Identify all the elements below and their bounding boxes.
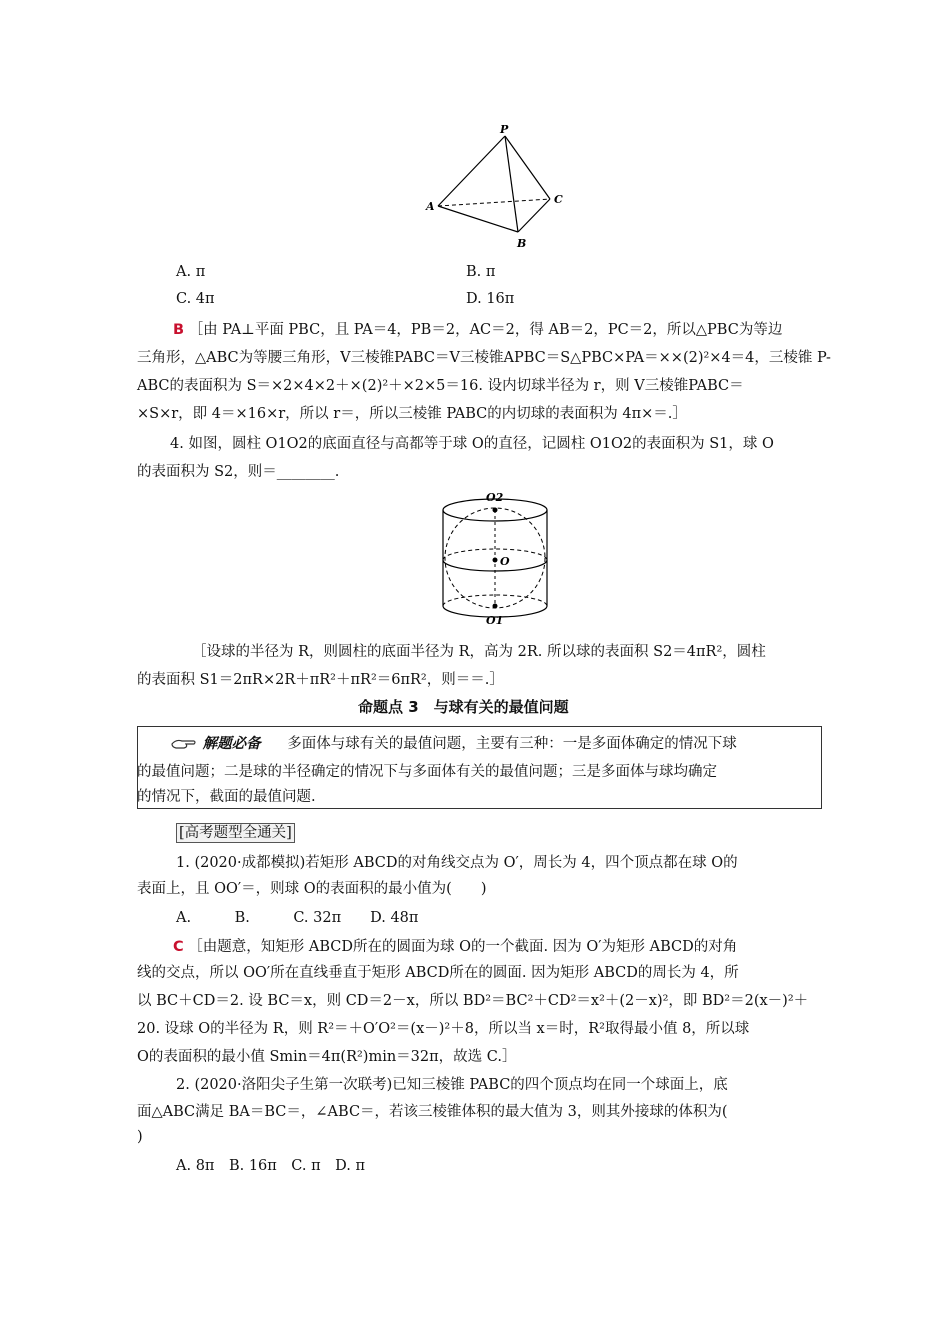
label-o2: O2 bbox=[486, 491, 504, 504]
q3-solution-line-2: 三角形，△ABC为等腰三角形，V三棱锥PABC＝V三棱锥APBC＝S△PBC×PA＝××(2)²×4＝4，三棱锥 P- bbox=[137, 350, 831, 366]
p1-solution-line-3: 以 BC＋CD＝2. 设 BC＝x，则 CD＝2－x，所以 BD²＝BC²＋CD²＝x²＋(2－x)²，即 BD²＝2(x－)²＋ bbox=[137, 993, 809, 1009]
q3-option-b: B. π bbox=[466, 264, 496, 280]
q4-solution-line-2: 的表面积 S1＝2πR×2R＋πR²＋πR²＝6πR²，则＝＝.］ bbox=[137, 672, 504, 688]
p2-stem-line-2: 面△ABC满足 BA＝BC＝，∠ABC＝，若该三棱锥体积的最大值为 3，则其外接球的体积为( bbox=[137, 1104, 728, 1120]
q4-stem-line-1: 4. 如图，圆柱 O1O2的底面直径与高都等于球 O的直径，记圆柱 O1O2的表面积为 S1，球 O bbox=[170, 436, 774, 452]
q3-solution-line-3: ABC的表面积为 S＝×2×4×2＋×(2)²＋×2×5＝16. 设内切球半径为 r，则 V三棱锥PABC＝ bbox=[137, 378, 744, 394]
p2-stem-line-3: ) bbox=[137, 1129, 143, 1145]
p1-stem-line-1: 1. (2020·成都模拟)若矩形 ABCD的对角线交点为 O′，周长为 4，四个顶点都在球 O的 bbox=[176, 855, 738, 871]
label-p: P bbox=[500, 123, 509, 136]
q3-option-a: A. π bbox=[176, 264, 206, 280]
p1-solution-line-1 bbox=[173, 937, 737, 957]
p1-stem-line-2: 表面上，且 OO′＝，则球 O的表面积的最小值为( ) bbox=[137, 881, 487, 897]
key-points-text-1: 多面体与球有关的最值问题，主要有三种：一是多面体确定的情况下球 bbox=[287, 736, 737, 752]
q3-solution-line-1 bbox=[173, 320, 782, 340]
p1-answer-letter: C bbox=[173, 939, 184, 955]
p1-options: A. B. C. 32π D. 48π bbox=[176, 910, 419, 926]
label-c: C bbox=[554, 193, 563, 206]
key-points-line-3: 的情况下，截面的最值问题. bbox=[137, 789, 316, 805]
key-points-line-2: 的最值问题；二是球的半径确定的情况下与多面体有关的最值问题；三是多面体与球均确定 bbox=[137, 764, 717, 780]
p1-solution-line-4: 20. 设球 O的半径为 R，则 R²＝＋O′O²＝(x－)²＋8，所以当 x＝时，R²取得最小值 8，所以球 bbox=[137, 1021, 750, 1037]
q3-answer-letter: B bbox=[173, 322, 185, 338]
q4-solution-line-1: ［设球的半径为 R，则圆柱的底面半径为 R，高为 2R. 所以球的表面积 S2＝4πR²，圆柱 bbox=[192, 644, 766, 660]
label-a: A bbox=[426, 200, 435, 213]
label-o1: O1 bbox=[486, 614, 504, 627]
pyramid-figure bbox=[420, 122, 570, 257]
p1-solution-line-2: 线的交点，所以 OO′所在直线垂直于矩形 ABCD所在的圆面. 因为矩形 ABCD的周长为 4，所 bbox=[137, 965, 739, 981]
p2-stem-line-1: 2. (2020·洛阳尖子生第一次联考)已知三棱锥 PABC的四个顶点均在同一个球面上，底 bbox=[176, 1077, 728, 1093]
exam-types-tag: [高考题型全通关] bbox=[176, 823, 295, 843]
q3-solution-text-1: ［由 PA⊥平面 PBC，且 PA＝4，PB＝2，AC＝2，得 AB＝2，PC＝2，所以△PBC为等边 bbox=[188, 322, 783, 338]
q3-solution-line-4: ×S×r，即 4＝×16×r，所以 r＝，所以三棱锥 PABC的内切球的表面积为 4π×＝.］ bbox=[137, 406, 687, 422]
section-title: 命题点 3 与球有关的最值问题 bbox=[358, 698, 569, 716]
p1-solution-line-5: O的表面积的最小值 Smin＝4π(R²)min＝32π，故选 C.］ bbox=[137, 1049, 517, 1065]
cylinder-figure bbox=[430, 488, 560, 628]
label-b: B bbox=[517, 237, 527, 250]
q3-option-d: D. 16π bbox=[466, 291, 515, 307]
key-points-label: 解题必备 bbox=[202, 736, 261, 752]
p2-options: A. 8π B. 16π C. π D. π bbox=[176, 1158, 365, 1174]
q4-stem-line-2: 的表面积为 S2，则＝________. bbox=[137, 464, 340, 480]
p1-solution-text-1: ［由题意，知矩形 ABCD所在的圆面为球 O的一个截面. 因为 O′为矩形 ABCD的对角 bbox=[188, 939, 738, 955]
label-o: O bbox=[500, 555, 510, 568]
hand-pointer-icon bbox=[170, 736, 198, 750]
q3-option-c: C. 4π bbox=[176, 291, 215, 307]
key-points-line-1 bbox=[170, 734, 737, 754]
